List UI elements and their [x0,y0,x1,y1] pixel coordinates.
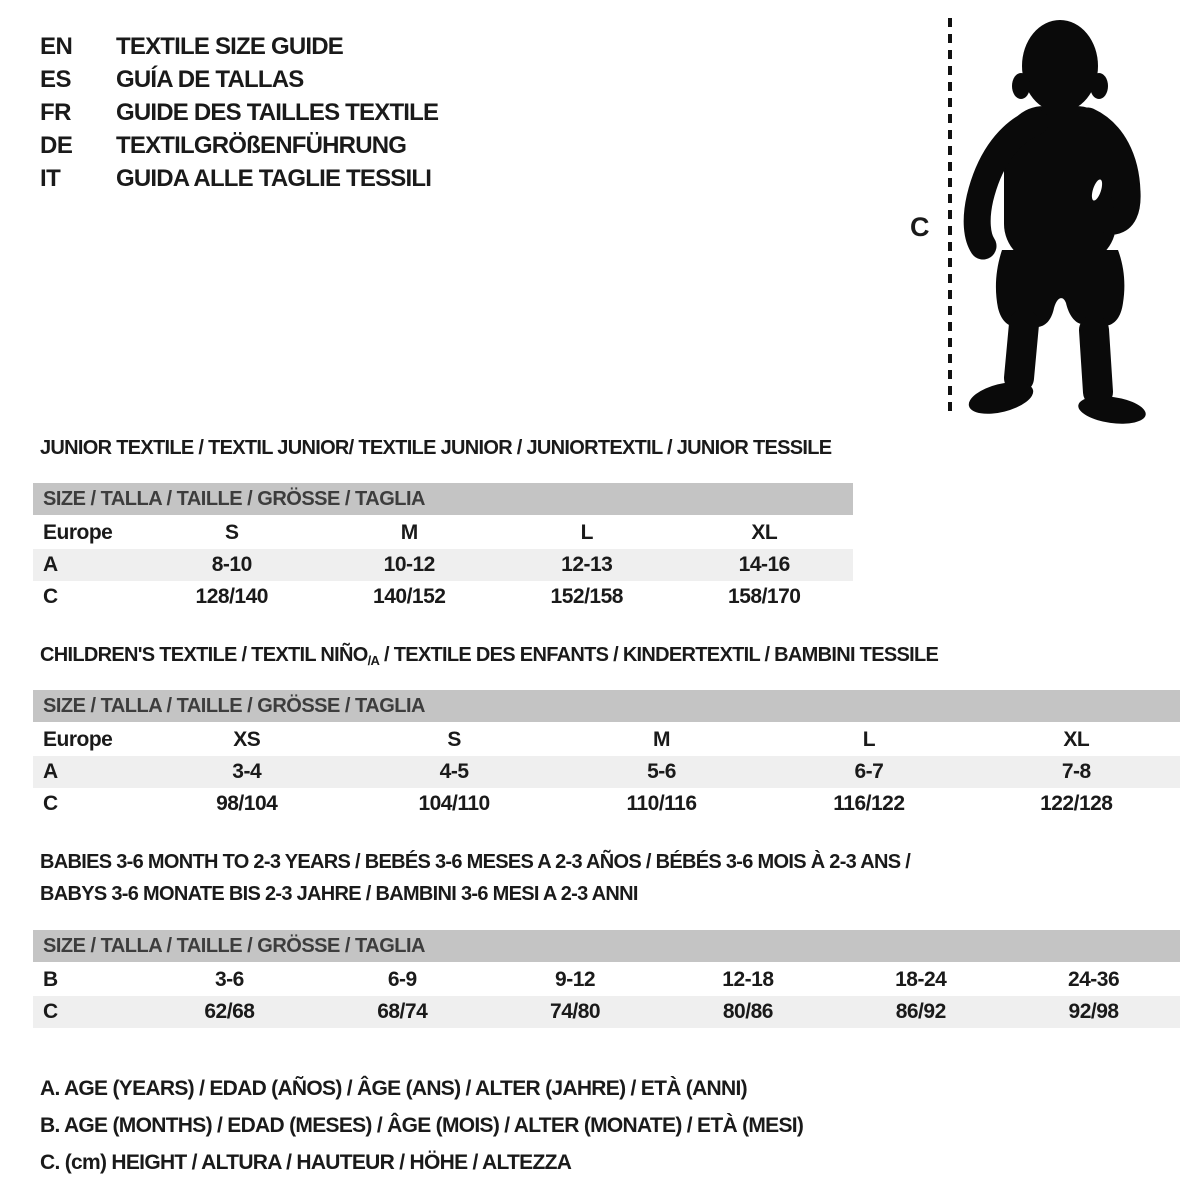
size-header-bar: SIZE / TALLA / TAILLE / GRÖSSE / TAGLIA [33,483,853,515]
lang-row-de [40,129,438,162]
height-cell: 92/98 [1068,1000,1119,1023]
height-cell: 128/140 [195,585,268,608]
height-cell: 86/92 [895,1000,946,1023]
children-title-sub: /A [367,653,380,668]
row-label: Europe [43,521,113,544]
lang-code: FR [40,98,71,126]
height-cell: 110/116 [626,792,697,815]
lang-title: TEXTILE SIZE GUIDE [116,32,343,60]
babies-section-title-line2: BABYS 3-6 MONATE BIS 2-3 JAHRE / BAMBINI 3-6 MESI A 2-3 ANNI [40,883,638,905]
lang-code: DE [40,131,73,159]
height-cell: 152/158 [550,585,623,608]
figure-height-label: C [910,212,930,242]
table-row [33,549,853,581]
age-cell: 5-6 [647,760,676,783]
age-cell: 3-6 [214,968,244,991]
height-cell: 122/128 [1040,792,1113,815]
height-cell: 80/86 [722,1000,773,1023]
language-header [40,30,438,195]
height-cell: 140/152 [373,585,446,608]
height-measure-figure [900,0,1200,440]
age-cell: 24-36 [1067,968,1120,991]
height-cell: 98/104 [216,792,278,815]
age-cell: 10-12 [383,553,435,576]
height-cell: 62/68 [204,1000,255,1023]
height-cell: 104/110 [418,792,490,815]
age-cell: 12-13 [561,553,613,576]
size-header-bar: SIZE / TALLA / TAILLE / GRÖSSE / TAGLIA [33,690,1180,722]
row-label: A [43,553,58,576]
babies-size-table [33,930,1180,1028]
age-cell: 7-8 [1061,760,1091,783]
age-cell: 6-9 [387,968,417,991]
children-title-suffix: / TEXTILE DES ENFANTS / KINDERTEXTIL / BAMBINI TESSILE [379,644,939,666]
table-row [33,756,1180,788]
lang-title: GUIDA ALLE TAGLIE TESSILI [116,164,432,192]
size-cell: M [652,728,670,751]
row-label: C [43,792,58,815]
size-header-bar: SIZE / TALLA / TAILLE / GRÖSSE / TAGLIA [33,930,1180,962]
junior-section-title: JUNIOR TEXTILE / TEXTIL JUNIOR/ TEXTILE JUNIOR / JUNIORTEXTIL / JUNIOR TESSILE [40,437,832,459]
table-row [33,964,1180,996]
table-row [33,996,1180,1028]
children-section-title [40,644,938,668]
lang-title: GUÍA DE TALLAS [116,65,304,93]
lang-row-en [40,30,438,63]
legend-line-c: C. (cm) HEIGHT / ALTURA / HAUTEUR / HÖHE / ALTEZZA [40,1150,572,1174]
size-cell: L [862,728,876,751]
age-cell: 18-24 [895,968,947,991]
size-cell: S [224,521,239,544]
size-cell: XL [1063,728,1090,751]
lang-row-fr [40,96,438,129]
age-cell: 12-18 [722,968,774,991]
lang-code: ES [40,65,72,93]
table-row [33,724,1180,756]
legend-line-a: A. AGE (YEARS) / EDAD (AÑOS) / ÂGE (ANS) / ALTER (JAHRE) / ETÀ (ANNI) [40,1076,747,1100]
lang-code: EN [40,32,73,60]
age-cell: 3-4 [232,760,262,783]
legend [40,1070,803,1181]
lang-code: IT [40,164,61,192]
size-cell: S [447,728,461,751]
legend-line-b: B. AGE (MONTHS) / EDAD (MESES) / ÂGE (MOIS) / ALTER (MONATE) / ETÀ (MESI) [40,1113,804,1137]
row-label: C [43,1000,58,1023]
lang-row-es [40,63,438,96]
junior-size-table [33,483,853,613]
row-label: B [43,968,58,991]
age-cell: 6-7 [854,760,884,783]
babies-section-title-line1: BABIES 3-6 MONTH TO 2-3 YEARS / BEBÉS 3-6 MESES A 2-3 AÑOS / BÉBÉS 3-6 MOIS À 2-3 ANS / [40,851,911,873]
size-cell: L [580,521,593,544]
lang-title: TEXTILGRÖßENFÜHRUNG [116,131,407,159]
height-cell: 74/80 [550,1000,601,1023]
size-cell: XL [751,521,778,544]
height-cell: 68/74 [377,1000,428,1023]
age-cell: 8-10 [211,553,252,576]
lang-row-it [40,162,438,195]
children-title-prefix: CHILDREN'S TEXTILE / TEXTIL NIÑO [40,644,368,666]
table-row [33,517,853,549]
age-cell: 9-12 [555,968,596,991]
row-label: C [43,585,58,608]
size-cell: XS [233,728,261,751]
row-label: Europe [43,728,113,751]
size-cell: M [400,521,418,544]
toddler-silhouette-icon [900,0,1200,440]
table-row [33,788,1180,820]
table-row [33,581,853,613]
lang-title: GUIDE DES TAILLES TEXTILE [116,98,439,126]
age-cell: 14-16 [738,553,790,576]
height-cell: 158/170 [728,585,801,608]
height-cell: 116/122 [833,792,905,815]
children-size-table [33,690,1180,820]
age-cell: 4-5 [439,760,469,783]
row-label: A [43,760,58,783]
